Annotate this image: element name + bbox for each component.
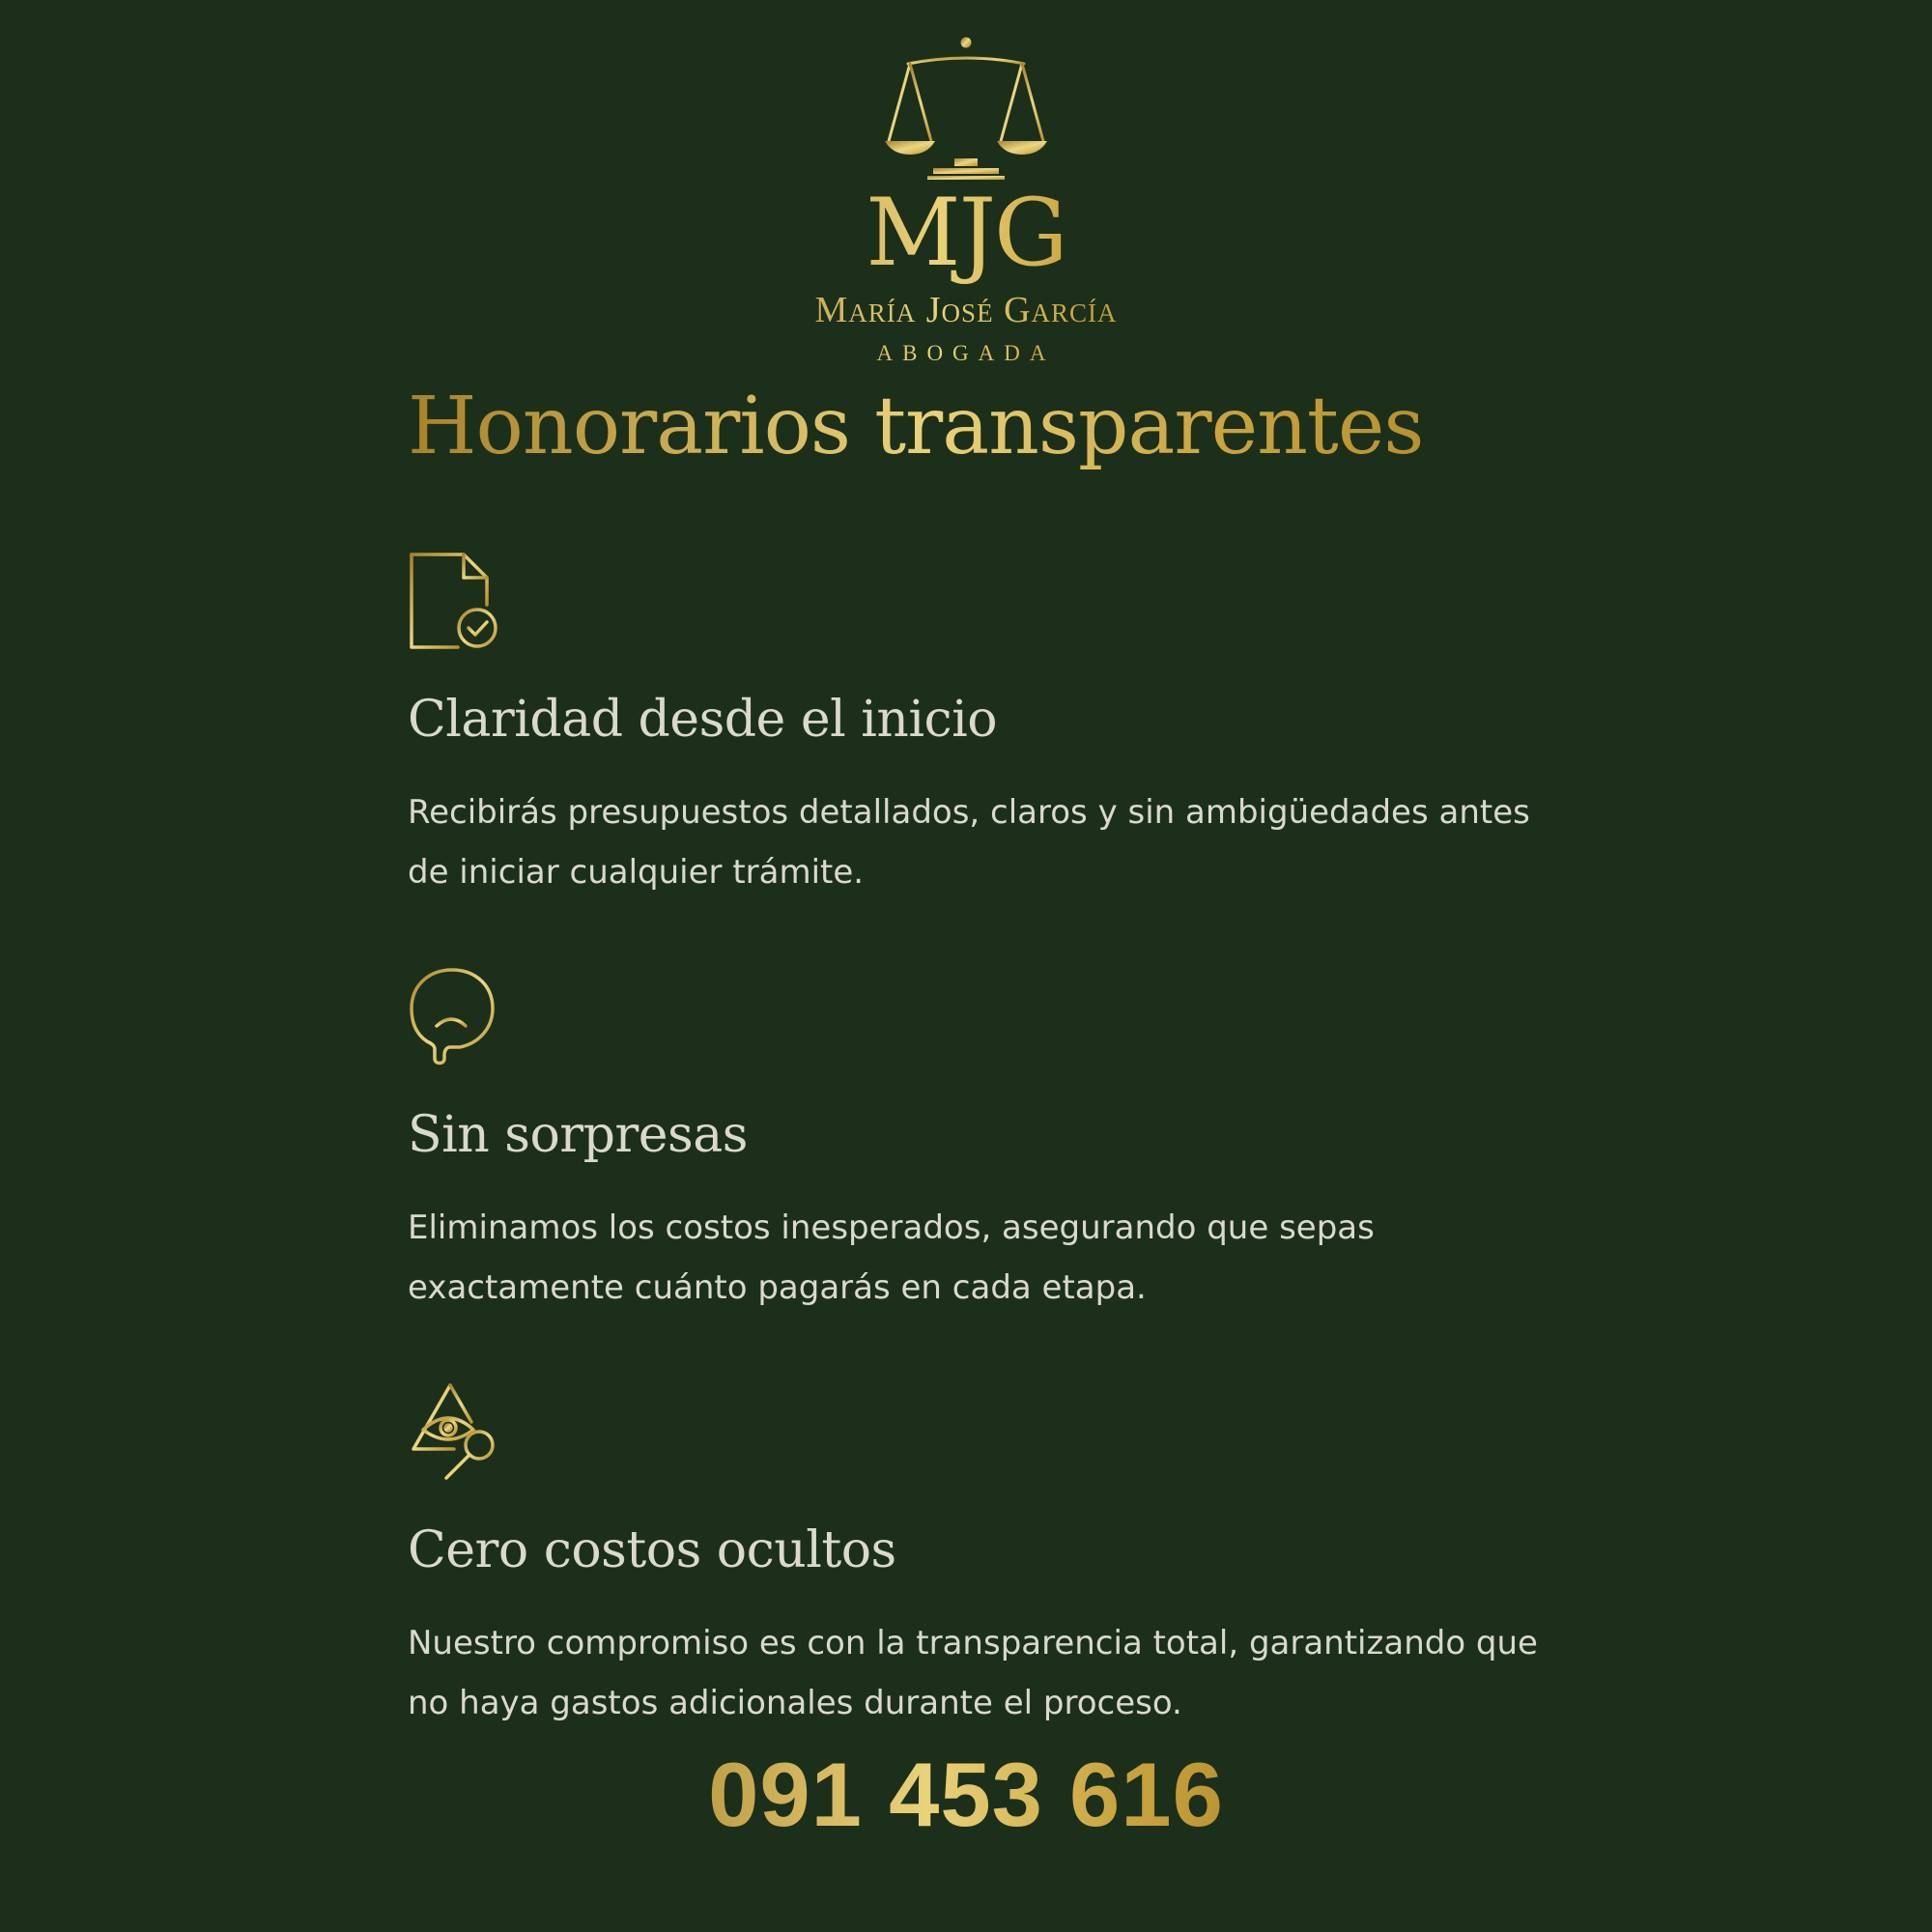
feature-title: Sin sorpresas	[408, 1106, 748, 1164]
feature-description: Recibirás presupuestos detallados, claros y sin ambigüedades antes de iniciar cualquier trámite.	[408, 793, 1530, 892]
scales-of-justice-icon	[869, 35, 1063, 189]
feature-description: Eliminamos los costos inesperados, asegurando que sepas exactamente cuánto pagarás en cada etapa.	[408, 1208, 1375, 1307]
feature-item	[408, 966, 1567, 1314]
feature-item	[408, 551, 1567, 898]
feature-description: Nuestro compromiso es con la transparencia total, garantizando que no haya gastos adicionales durante el proceso.	[408, 1624, 1538, 1722]
eye-triangle-magnifier-icon	[408, 1381, 504, 1482]
melting-sad-face-icon	[408, 966, 504, 1066]
feature-title: Cero costos ocultos	[408, 1521, 896, 1579]
brand-logo	[676, 35, 1256, 373]
page-title: Honorarios transparentes	[408, 373, 1567, 481]
feature-item	[408, 1381, 1567, 1729]
document-check-icon	[408, 551, 504, 651]
feature-title: Claridad desde el inicio	[408, 691, 998, 749]
brand-name: María José García	[676, 288, 1256, 332]
brand-monogram: MJG	[676, 180, 1256, 286]
brand-subtitle: ABOGADA	[676, 340, 1256, 367]
phone-number[interactable]: 091 453 616	[580, 1737, 1352, 1853]
